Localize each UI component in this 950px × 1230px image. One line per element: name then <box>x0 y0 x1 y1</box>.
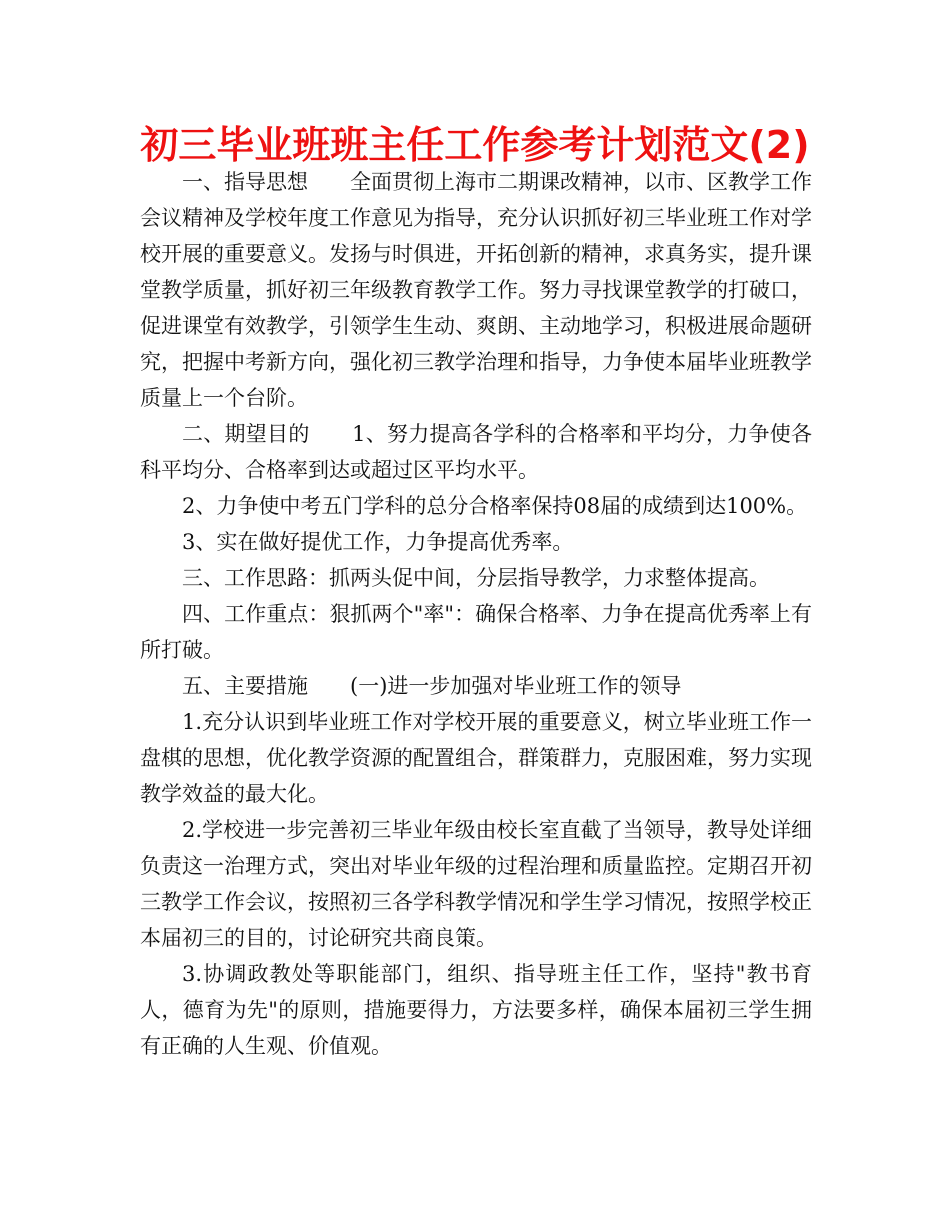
paragraph-guiding-thought: 一、指导思想 全面贯彻上海市二期课改精神，以市、区教学工作会议精神及学校年度工作意见为指导，充分认识抓好初三毕业班工作对学校开展的重要意义。发扬与时俱进，开拓创新的精神，求真务实，提升课堂教学质量，抓好初三年级教育教学工作。努力寻找课堂教学的打破口，促进课堂有效教学，引领学生生动、爽朗、主动地学习，积极进展命题研究，把握中考新方向，强化初三教学治理和指导，力争使本届毕业班教学质量上一个台阶。 <box>140 170 812 410</box>
paragraph-work-approach: 三、工作思路：抓两头促中间，分层指导教学，力求整体提高。 <box>182 566 770 590</box>
document-body <box>140 164 812 1064</box>
paragraph-main-measures: 五、主要措施 (一)进一步加强对毕业班工作的领导 <box>182 674 682 698</box>
paragraph-measure-1: 1.充分认识到毕业班工作对学校开展的重要意义，树立毕业班工作一盘棋的思想，优化教学资源的配置组合，群策群力，克服困难，努力实现教学效益的最大化。 <box>140 710 812 806</box>
paragraph-expected-goals: 二、期望目的 1、努力提高各学科的合格率和平均分，力争使各科平均分、合格率到达或超过区平均水平。 <box>140 422 812 482</box>
paragraph-work-focus: 四、工作重点：狠抓两个"率"：确保合格率、力争在提高优秀率上有所打破。 <box>140 602 812 662</box>
paragraph-measure-2: 2.学校进一步完善初三毕业年级由校长室直截了当领导，教导处详细负责这一治理方式，突出对毕业年级的过程治理和质量监控。定期召开初三教学工作会议，按照初三各学科教学情况和学生学习情况，按照学校正本届初三的目的，讨论研究共商良策。 <box>140 818 812 950</box>
paragraph-goal-3: 3、实在做好提优工作，力争提高优秀率。 <box>182 530 574 554</box>
paragraph-measure-3: 3.协调政教处等职能部门，组织、指导班主任工作，坚持"教书育人，德育为先"的原则，措施要得力，方法要多样，确保本届初三学生拥有正确的人生观、价值观。 <box>140 962 812 1058</box>
paragraph-goal-2: 2、力争使中考五门学科的总分合格率保持08届的成绩到达100%。 <box>182 494 808 518</box>
document-title: 初三毕业班班主任工作参考计划范文(2) <box>140 123 810 167</box>
